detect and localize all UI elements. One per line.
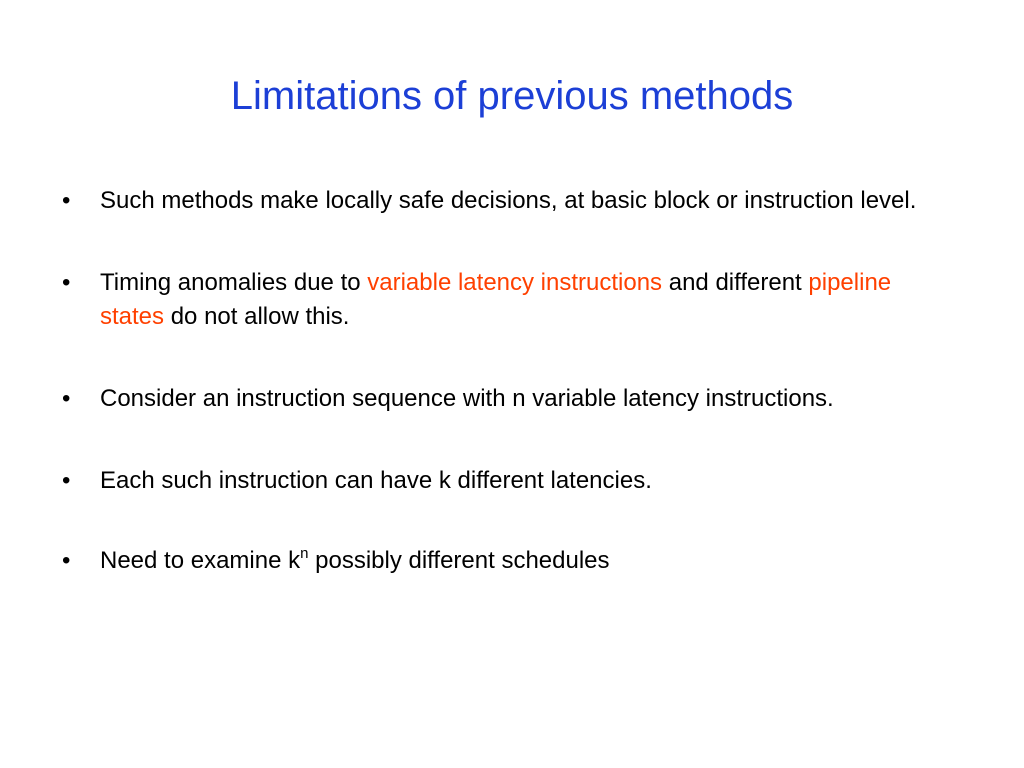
bullet-icon: • — [62, 385, 71, 412]
bullet-text: and different — [662, 269, 809, 296]
bullet-text: Such methods make locally safe decisions, at basic block or instruction level. — [100, 187, 917, 214]
slide-title: Limitations of previous methods — [230, 74, 794, 118]
bullet-list — [60, 184, 960, 578]
highlight-text: pipeline states — [100, 269, 892, 330]
bullet-text: do not allow this. — [164, 303, 350, 330]
bullet-text: Each such instruction can have k different latencies. — [100, 467, 652, 494]
bullet-item — [60, 266, 960, 334]
bullet-item — [60, 544, 960, 578]
bullet-icon: • — [62, 269, 71, 296]
superscript-text: n — [300, 545, 309, 562]
highlight-text: variable latency instructions — [367, 269, 663, 296]
bullet-icon: • — [62, 547, 71, 574]
bullet-item — [60, 382, 960, 416]
bullet-icon: • — [62, 467, 71, 494]
bullet-icon: • — [62, 187, 71, 214]
bullet-text: Need to examine k — [100, 547, 301, 574]
bullet-text: Consider an instruction sequence with n variable latency instructions. — [100, 385, 834, 412]
bullet-text: Timing anomalies due to — [100, 269, 368, 296]
bullet-item — [60, 184, 960, 218]
bullet-text: possibly different schedules — [308, 547, 610, 574]
bullet-item — [60, 464, 960, 498]
